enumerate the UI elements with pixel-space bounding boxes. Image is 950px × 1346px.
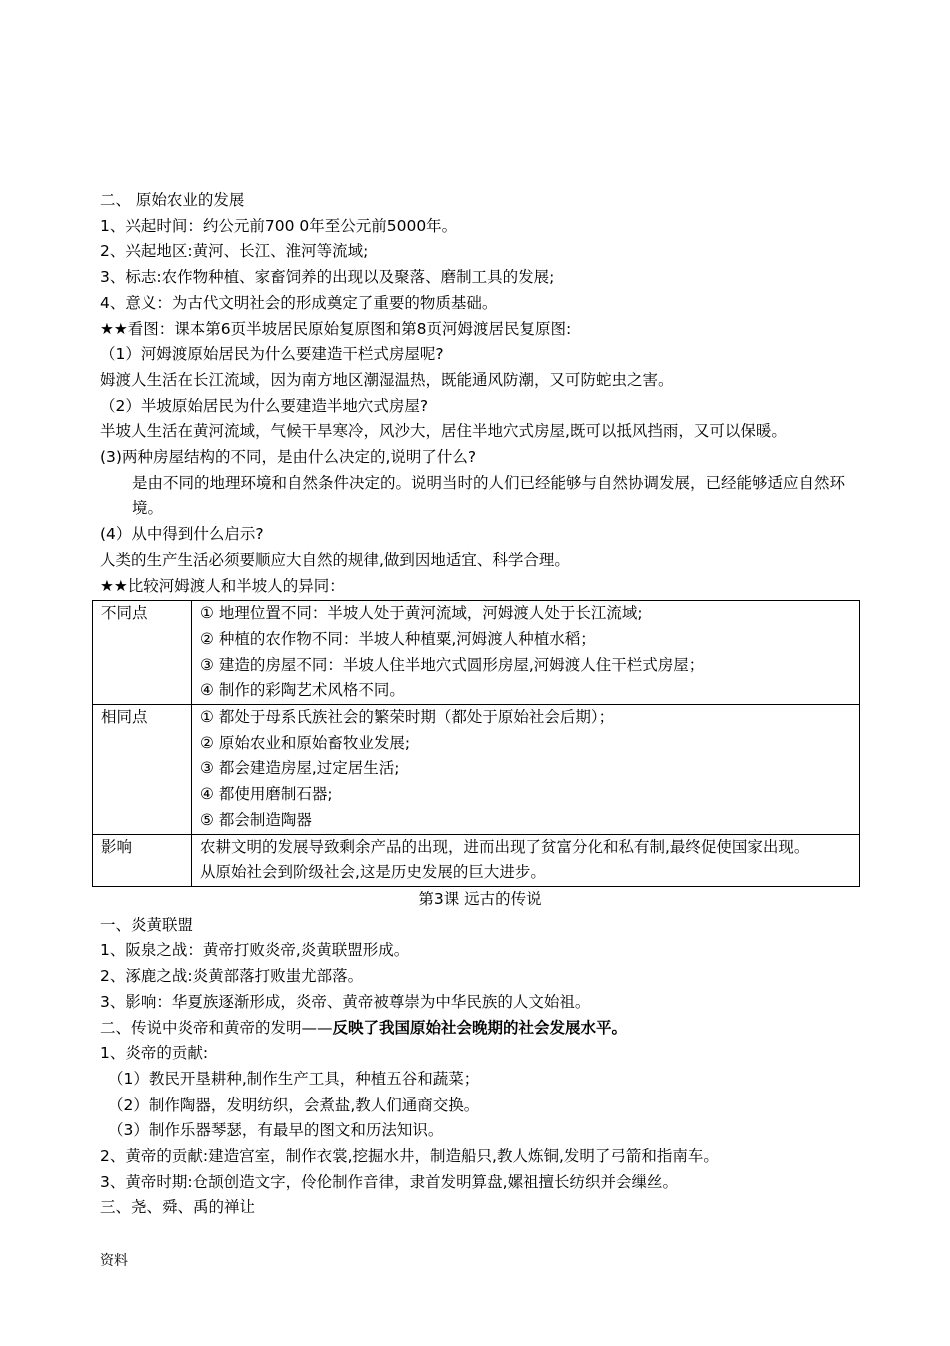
- lesson-title: 第3课 远古的传说: [418, 889, 542, 908]
- look-instruction: ★★看图：课本第6页半坡居民原始复原图和第8页河姆渡居民复原图:: [100, 319, 572, 338]
- list-item: ② 种植的农作物不同：半坡人种植粟,河姆渡人种植水稻；: [200, 629, 596, 648]
- list-item: ② 原始农业和原始畜牧业发展;: [200, 733, 411, 752]
- impact-text: 从原始社会到阶级社会,这是历史发展的巨大进步。: [200, 863, 546, 882]
- list-item: ① 都处于母系氏族社会的繁荣时期（都处于原始社会后期）；: [200, 708, 615, 727]
- answer-4: 人类的生产生活必须要顺应大自然的规律,做到因地适宜、科学合理。: [100, 550, 570, 569]
- table-row: [93, 834, 860, 886]
- impact-label: 影响: [93, 834, 192, 886]
- impact-text: 农耕文明的发展导致剩余产品的出现，进而出现了贫富分化和私有制,最终促使国家出现。: [200, 837, 810, 856]
- list-item: ⑤ 都会制造陶器: [200, 810, 312, 829]
- answer-1: 姆渡人生活在长江流域，因为南方地区潮湿温热，既能通风防潮，又可防蛇虫之害。: [100, 370, 674, 389]
- section-title: [100, 1016, 860, 1042]
- table-row: [93, 601, 860, 705]
- list-item: 3、影响：华夏族逐渐形成，炎帝、黄帝被尊崇为中华民族的人文始祖。: [100, 992, 591, 1011]
- list-item: 1、阪泉之战：黄帝打败炎帝,炎黄联盟形成。: [100, 941, 410, 960]
- table-row: [93, 705, 860, 835]
- comparison-table: [92, 600, 860, 887]
- list-item: 1、兴起时间：约公元前700 0年至公元前5000年。: [100, 216, 458, 235]
- page-footer: 资料: [100, 1253, 128, 1269]
- subsection-title: 1、炎帝的贡献:: [100, 1044, 209, 1063]
- section-title: 二、 原始农业的发展: [100, 191, 245, 209]
- list-item: （3）制作乐器琴瑟，有最早的图文和历法知识。: [108, 1121, 444, 1140]
- diff-label: 不同点: [93, 601, 192, 705]
- question-1: （1）河姆渡原始居民为什么要建造干栏式房屋呢?: [100, 345, 444, 364]
- diff-cell: [192, 601, 860, 705]
- compare-instruction: ★★比较河姆渡人和半坡人的异同：: [100, 576, 345, 595]
- document-body: [100, 188, 860, 1221]
- answer-3: 是由不同的地理环境和自然条件决定的。说明当时的人们已经能够与自然协调发展，已经能够适应自然环境。: [132, 473, 846, 518]
- list-item: ④ 制作的彩陶艺术风格不同。: [200, 681, 405, 700]
- list-item: （1）教民开垦耕种,制作生产工具，种植五谷和蔬菜；: [108, 1069, 480, 1088]
- list-item: ④ 都使用磨制石器;: [200, 785, 333, 804]
- list-item: ③ 建造的房屋不同：半坡人住半地穴式圆形房屋,河姆渡人住干栏式房屋；: [200, 655, 705, 674]
- list-item: 4、意义：为古代文明社会的形成奠定了重要的物质基础。: [100, 293, 498, 312]
- section-title: 一、炎黄联盟: [100, 915, 194, 934]
- section-title-bold: 反映了我国原始社会晚期的社会发展水平。: [332, 1018, 628, 1037]
- same-label: 相同点: [93, 705, 192, 835]
- list-item: 3、标志:农作物种植、家畜饲养的出现以及聚落、磨制工具的发展;: [100, 268, 555, 287]
- list-item: （2）制作陶器，发明纺织，会煮盐,教人们通商交换。: [108, 1095, 480, 1114]
- impact-cell: [192, 834, 860, 886]
- question-3: (3)两种房屋结构的不同，是由什么决定的,说明了什么?: [100, 448, 477, 467]
- list-item: ① 地理位置不同：半坡人处于黄河流域，河姆渡人处于长江流域;: [200, 604, 643, 623]
- list-item: 2、涿鹿之战:炎黄部落打败蚩尤部落。: [100, 967, 364, 986]
- list-item: ③ 都会建造房屋,过定居生活;: [200, 759, 400, 778]
- answer-2: 半坡人生活在黄河流域，气候干旱寒冷，风沙大，居住半地穴式房屋,既可以抵风挡雨，又可以保暖。: [100, 422, 787, 441]
- section-title: 三、尧、舜、禹的禅让: [100, 1198, 256, 1217]
- list-item: 3、黄帝时期:仓颉创造文字，伶伦制作音律，隶首发明算盘,嫘祖擅长纺织并会缫丝。: [100, 1172, 679, 1191]
- list-item: 2、黄帝的贡献:建造宫室，制作衣裳,挖掘水井，制造船只,教人炼铜,发明了弓箭和指南车。: [100, 1147, 719, 1166]
- question-2: （2）半坡原始居民为什么要建造半地穴式房屋?: [100, 396, 429, 415]
- question-4: (4）从中得到什么启示?: [100, 525, 264, 544]
- section-title-prefix: 二、传说中炎帝和黄帝的发明——: [100, 1018, 333, 1037]
- same-cell: [192, 705, 860, 835]
- list-item: 2、兴起地区:黄河、长江、淮河等流域;: [100, 242, 369, 261]
